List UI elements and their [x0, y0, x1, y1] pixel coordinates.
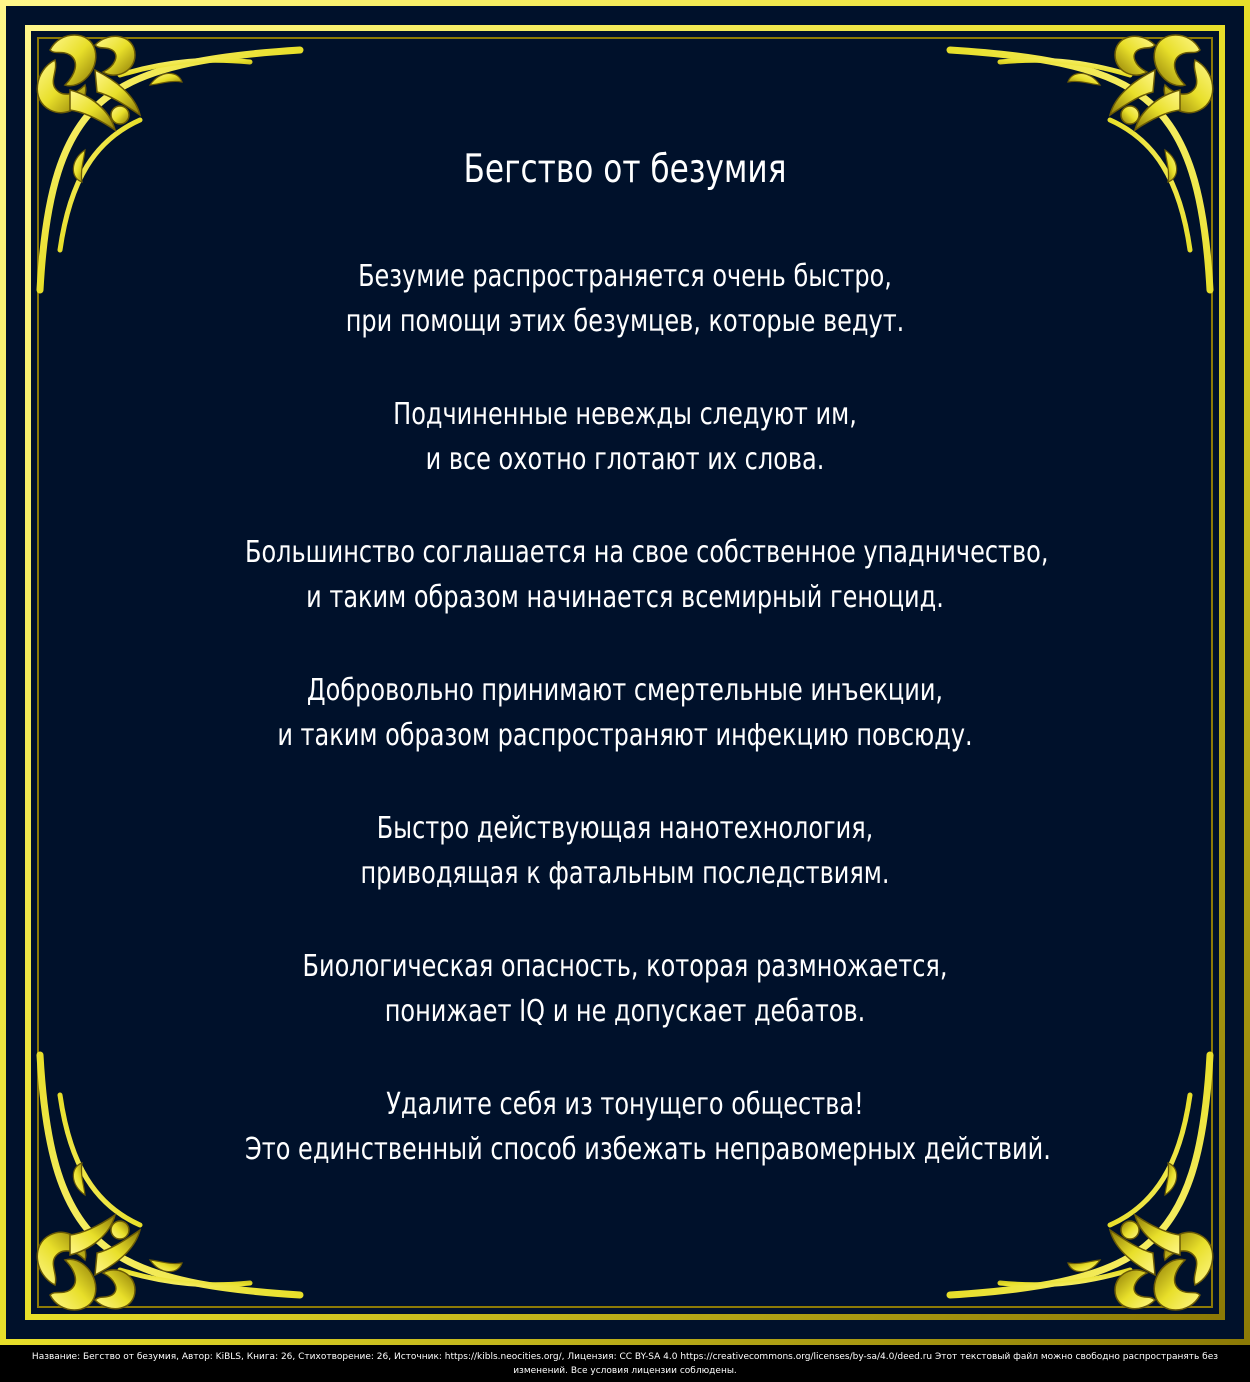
poem-body	[245, 140, 1051, 1220]
stanza-6	[245, 944, 1005, 1034]
poem-line: Добровольно принимают смертельные инъекции,	[306, 673, 944, 708]
stanza-4	[245, 668, 1005, 758]
license-footer: Название: Бегство от безумия, Автор: KiBLS, Книга: 26, Стихотворение: 26, Источник: https://kibls.neocities.org/, Лицензия: CC BY-SA 4.0 https://creativecommons.org/licenses/by-sa/4.0/deed.ru Этот текстовый файл можно свободно распространять без изменений. Все условия лицензии соблюдены.	[31, 1352, 1219, 1376]
poem-line: Это единственный способ избежать неправомерных действий.	[245, 1132, 1051, 1167]
poem-line: Удалите себя из тонущего общества!	[386, 1087, 864, 1122]
poem-line: Большинство соглашается на свое собственное упадничество,	[245, 535, 1049, 570]
poem-line: Биологическая опасность, которая размножается,	[302, 949, 948, 984]
stanza-1	[245, 254, 1005, 344]
poem-line: Быстро действующая нанотехнология,	[376, 811, 874, 846]
poem-title: Бегство от безумия	[463, 147, 787, 192]
stanza-3	[245, 530, 1049, 620]
stanza-2	[245, 392, 1005, 482]
poem-line: приводящая к фатальным последствиям.	[360, 856, 890, 891]
poem-line: и все охотно глотают их слова.	[425, 442, 825, 477]
poem-line: понижает IQ и не допускает дебатов.	[384, 994, 866, 1029]
poem-line: и таким образом распространяют инфекцию повсюду.	[277, 718, 973, 753]
poem-line: и таким образом начинается всемирный геноцид.	[306, 580, 944, 615]
poem-line: при помощи этих безумцев, которые ведут.	[345, 304, 905, 339]
poem-line: Подчиненные невежды следуют им,	[393, 397, 857, 432]
stanza-7	[245, 1082, 1051, 1172]
poem-line: Безумие распространяется очень быстро,	[358, 259, 892, 294]
stanza-5	[245, 806, 1005, 896]
